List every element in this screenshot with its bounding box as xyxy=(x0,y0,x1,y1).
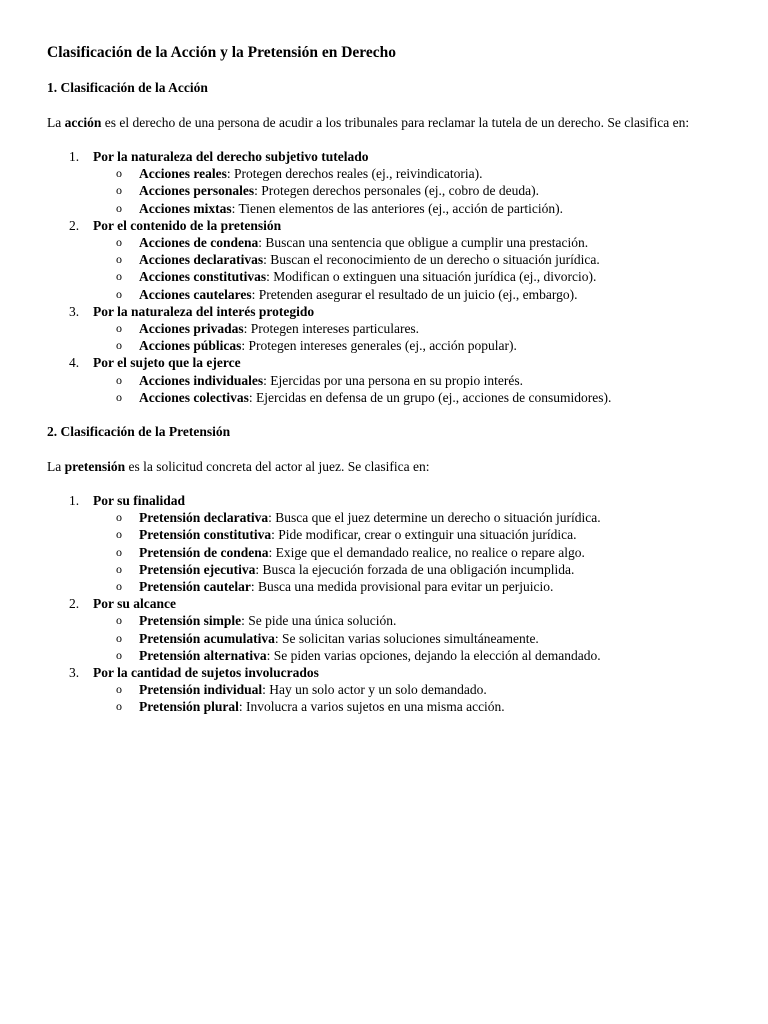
list-item xyxy=(47,578,737,595)
item-description: : Modifican o extinguen una situación jurídica (ej., divorcio). xyxy=(266,269,597,285)
item-term: Pretensión plural xyxy=(139,699,239,715)
bullet-icon: o xyxy=(116,321,122,336)
item-term: Acciones reales xyxy=(139,166,227,182)
classification-list xyxy=(47,148,737,406)
list-item xyxy=(47,268,737,285)
list-item xyxy=(47,251,737,268)
list-item xyxy=(47,509,737,526)
list-item xyxy=(47,320,737,337)
list-item xyxy=(47,526,737,543)
item-description: : Protegen intereses particulares. xyxy=(243,321,420,337)
item-description: : Protegen derechos reales (ej., reivindicatoria). xyxy=(226,166,483,182)
list-number: 4. xyxy=(69,355,80,371)
item-term: Pretensión acumulativa xyxy=(139,630,275,646)
classification-group xyxy=(47,148,737,217)
item-description: : Tienen elementos de las anteriores (ej., acción de partición). xyxy=(231,200,563,216)
section-heading: 1. Clasificación de la Acción xyxy=(47,80,208,95)
bullet-icon: o xyxy=(116,235,122,250)
list-item xyxy=(47,337,737,354)
list-item xyxy=(47,182,737,199)
section-heading: 2. Clasificación de la Pretensión xyxy=(47,424,231,440)
item-description: : Buscan una sentencia que obligue a cumplir una prestación. xyxy=(258,235,589,251)
list-item xyxy=(47,698,737,715)
item-description: : Se pide una única solución. xyxy=(241,613,397,629)
bullet-icon: o xyxy=(116,166,122,181)
intro-term: pretensión xyxy=(64,459,126,475)
list-item xyxy=(47,681,737,698)
classification-group xyxy=(47,354,737,406)
list-number: 3. xyxy=(69,303,80,319)
bullet-icon: o xyxy=(116,200,122,215)
document-body xyxy=(47,79,737,716)
classification-group xyxy=(47,217,737,303)
bullet-icon: o xyxy=(116,372,122,387)
list-item xyxy=(47,234,737,251)
item-term: Acciones declarativas xyxy=(139,252,264,268)
sub-list xyxy=(93,234,737,303)
sub-list xyxy=(93,165,737,217)
item-description: : Involucra a varios sujetos en una misma acción. xyxy=(238,699,505,715)
group-label: Por su finalidad xyxy=(93,493,186,509)
item-term: Acciones mixtas xyxy=(139,200,232,216)
list-item xyxy=(47,286,737,303)
item-term: Acciones de condena xyxy=(139,235,259,251)
bullet-icon: o xyxy=(116,252,122,267)
list-number: 3. xyxy=(69,665,80,681)
item-description: : Protegen intereses generales (ej., acción popular). xyxy=(241,338,517,354)
group-label: Por la naturaleza del derecho subjetivo tutelado xyxy=(93,149,369,164)
section-intro xyxy=(47,114,737,131)
sub-list xyxy=(93,612,737,664)
list-item xyxy=(47,200,737,217)
intro-text: La xyxy=(47,115,65,130)
list-item xyxy=(47,544,737,561)
classification-group xyxy=(47,492,737,595)
item-description: : Protegen derechos personales (ej., cobro de deuda). xyxy=(254,183,540,199)
item-description: : Busca que el juez determine un derecho o situación jurídica. xyxy=(268,510,601,526)
list-item xyxy=(47,165,737,182)
item-term: Acciones individuales xyxy=(139,372,264,388)
bullet-icon: o xyxy=(116,510,122,525)
item-description: : Exige que el demandado realice, no realice o repare algo. xyxy=(268,544,585,560)
item-term: Pretensión de condena xyxy=(139,544,269,560)
list-item xyxy=(47,389,737,406)
bullet-icon: o xyxy=(116,579,122,594)
item-term: Pretensión declarativa xyxy=(139,510,269,526)
list-number: 2. xyxy=(69,217,80,233)
sub-list xyxy=(93,372,737,406)
group-label: Por su alcance xyxy=(93,596,176,612)
item-term: Acciones privadas xyxy=(139,321,244,337)
group-label: Por el contenido de la pretensión xyxy=(93,217,282,233)
item-description: : Buscan el reconocimiento de un derecho o situación jurídica. xyxy=(263,252,600,268)
document-title: Clasificación de la Acción y la Pretensión en Derecho xyxy=(47,44,396,61)
list-number: 2. xyxy=(69,596,80,612)
item-term: Acciones constitutivas xyxy=(139,269,267,285)
intro-text: es la solicitud concreta del actor al juez. Se clasifica en: xyxy=(125,459,430,475)
classification-group xyxy=(47,664,737,716)
item-term: Pretensión simple xyxy=(139,613,242,629)
list-item xyxy=(47,372,737,389)
item-description: : Hay un solo actor y un solo demandado. xyxy=(262,682,487,698)
item-term: Pretensión alternativa xyxy=(139,647,267,663)
group-label: Por la naturaleza del interés protegido xyxy=(93,303,315,319)
item-term: Pretensión individual xyxy=(139,682,263,698)
intro-text: La xyxy=(47,459,65,475)
document-page xyxy=(47,43,737,716)
item-description: : Ejercidas en defensa de un grupo (ej., acciones de consumidores). xyxy=(248,389,612,405)
item-term: Acciones colectivas xyxy=(139,389,249,405)
bullet-icon: o xyxy=(116,647,122,662)
classification-group xyxy=(47,595,737,664)
intro-text: es el derecho de una persona de acudir a los tribunales para reclamar la tutela de un derecho. Se clasifica en: xyxy=(101,115,690,130)
bullet-icon: o xyxy=(116,286,122,301)
item-description: : Busca una medida provisional para evitar un perjuicio. xyxy=(250,579,554,595)
sub-list xyxy=(93,320,737,354)
item-description: : Busca la ejecución forzada de una obligación incumplida. xyxy=(255,561,575,577)
item-description: : Pide modificar, crear o extinguir una situación jurídica. xyxy=(271,527,577,543)
classification-group xyxy=(47,303,737,355)
group-label: Por el sujeto que la ejerce xyxy=(93,355,241,371)
group-label: Por la cantidad de sujetos involucrados xyxy=(93,665,319,681)
item-term: Acciones públicas xyxy=(139,338,242,354)
item-term: Pretensión constitutiva xyxy=(139,527,272,543)
sub-list xyxy=(93,681,737,715)
bullet-icon: o xyxy=(116,527,122,542)
bullet-icon: o xyxy=(116,682,122,697)
bullet-icon: o xyxy=(116,389,122,404)
item-description: : Se solicitan varias soluciones simultáneamente. xyxy=(274,630,539,646)
item-description: : Pretenden asegurar el resultado de un juicio (ej., embargo). xyxy=(251,286,578,302)
bullet-icon: o xyxy=(116,183,122,198)
item-term: Acciones personales xyxy=(139,183,255,199)
bullet-icon: o xyxy=(116,630,122,645)
list-item xyxy=(47,612,737,629)
bullet-icon: o xyxy=(116,699,122,714)
bullet-icon: o xyxy=(116,269,122,284)
bullet-icon: o xyxy=(116,338,122,353)
item-description: : Ejercidas por una persona en su propio interés. xyxy=(263,372,523,388)
bullet-icon: o xyxy=(116,544,122,559)
sub-list xyxy=(93,509,737,595)
item-description: : Se piden varias opciones, dejando la elección al demandado. xyxy=(266,647,601,663)
item-term: Pretensión cautelar xyxy=(139,579,251,595)
item-term: Acciones cautelares xyxy=(139,286,252,302)
list-item xyxy=(47,561,737,578)
list-number: 1. xyxy=(69,149,80,164)
item-term: Pretensión ejecutiva xyxy=(139,561,256,577)
section-intro xyxy=(47,458,737,475)
classification-list xyxy=(47,492,737,716)
intro-term: acción xyxy=(64,115,102,130)
bullet-icon: o xyxy=(116,613,122,628)
list-item xyxy=(47,630,737,647)
list-item xyxy=(47,647,737,664)
list-number: 1. xyxy=(69,493,80,509)
bullet-icon: o xyxy=(116,561,122,576)
